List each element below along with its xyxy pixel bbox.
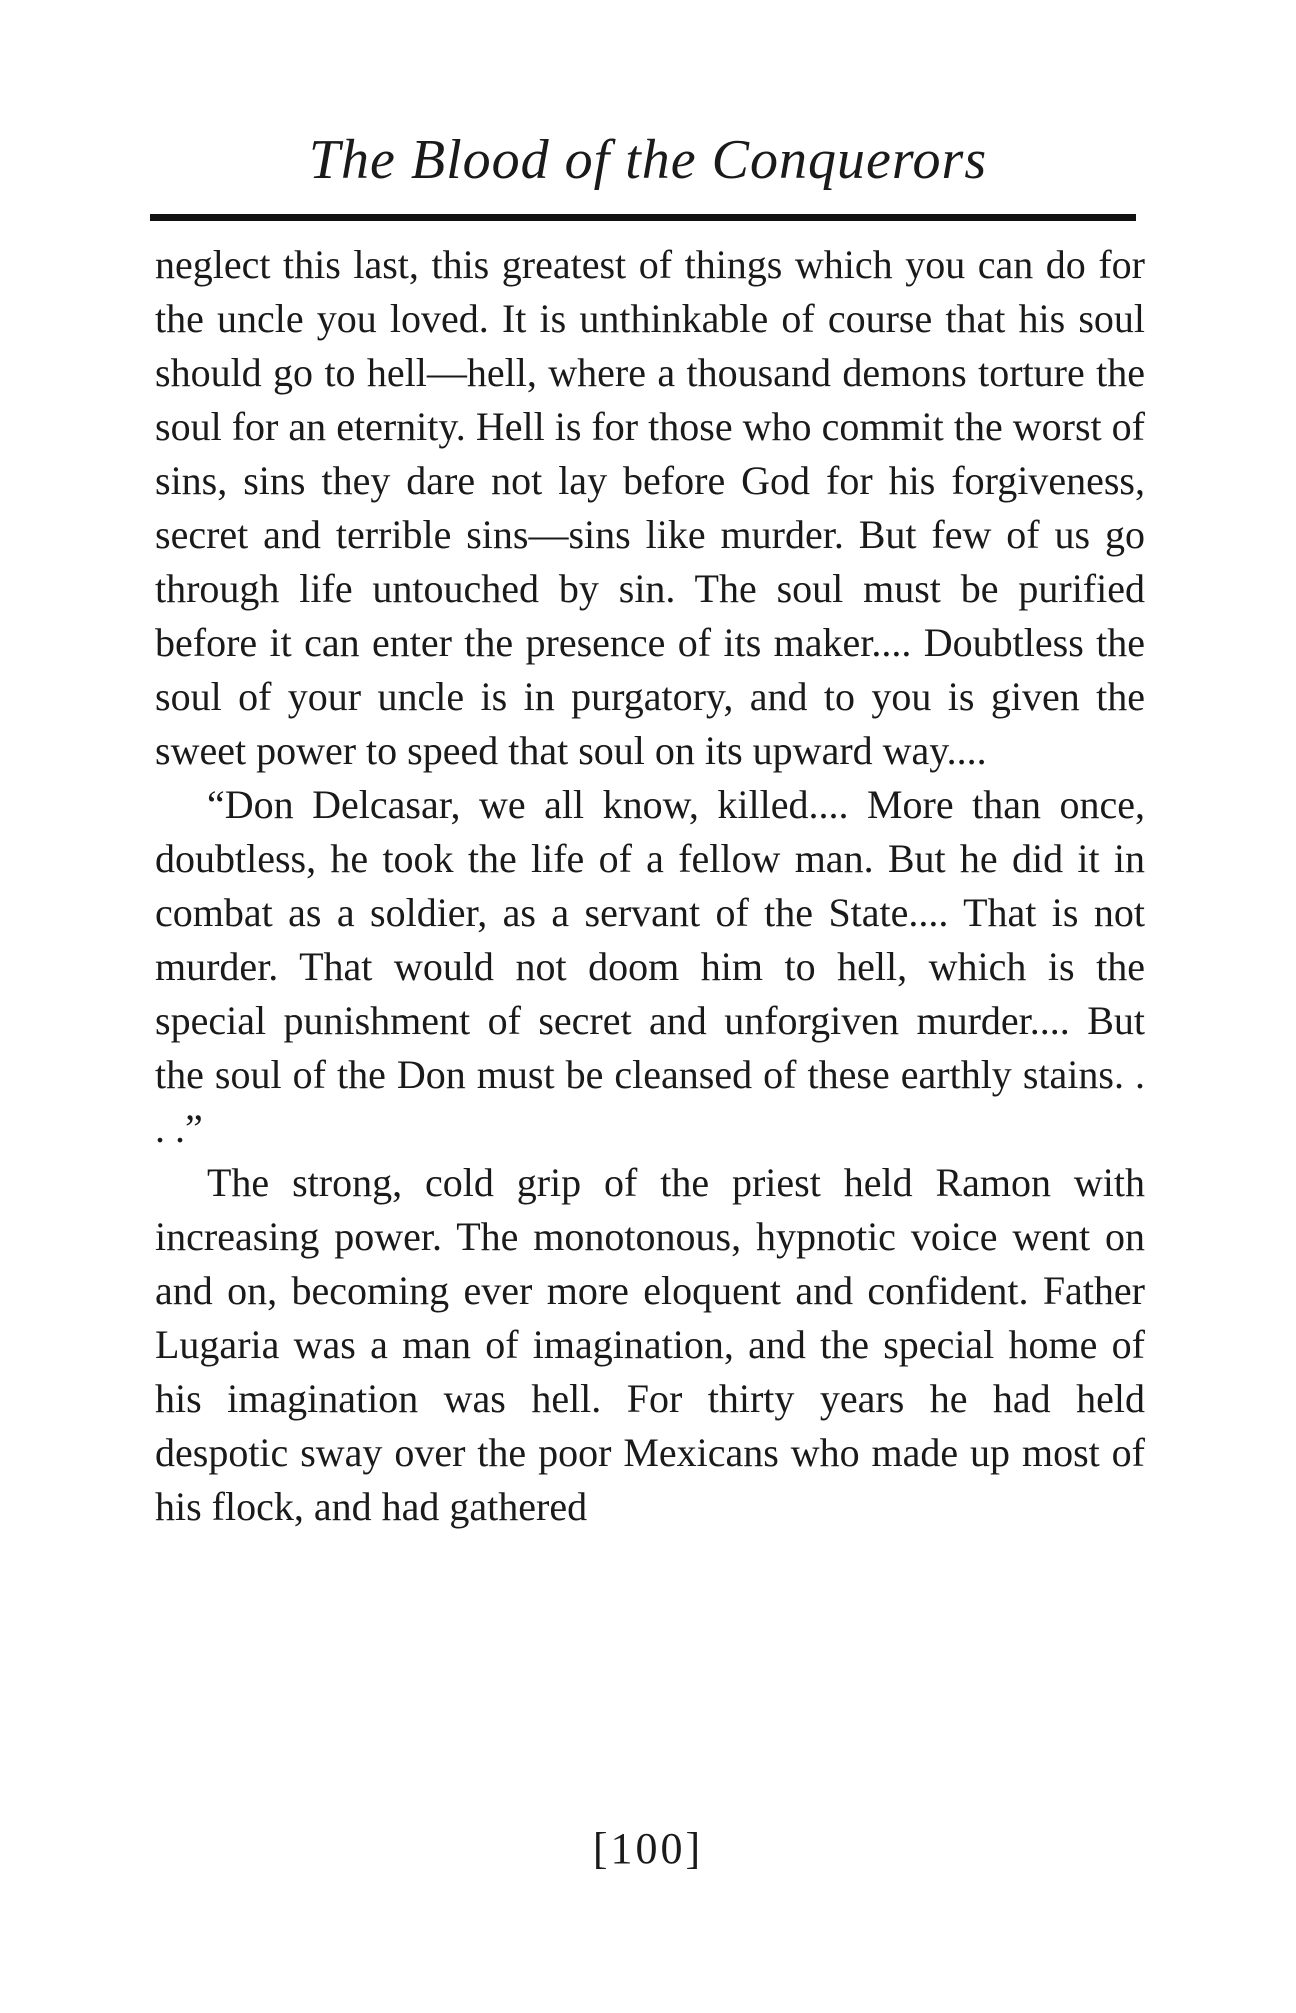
- header-rule: [150, 214, 1136, 221]
- body-text: [155, 238, 1145, 1534]
- paragraph-narrative: The strong, cold grip of the priest held Ramon with increasing power. The monotonous, hypnotic voice went on and on, becoming ever more eloquent and confident. Father Lugaria was a man of imagination, and the special home of his imagination was hell. For thirty years he had held despotic sway over the poor Mexicans who made up most of his flock, and had gathered: [155, 1160, 1145, 1529]
- paragraph-quote: “Don Delcasar, we all know, killed.... More than once, doubtless, he took the life of a fellow man. But he did it in combat as a soldier, as a servant of the State.... That is not murder. That would not doom him to hell, which is the special punishment of secret and unforgiven murder.... But the soul of the Don must be cleansed of these earthly stains. . . .”: [155, 782, 1145, 1151]
- paragraph-continued: neglect this last, this greatest of things which you can do for the uncle you loved. It is unthinkable of course that his soul should go to hell—hell, where a thousand demons torture the soul for an eternity. Hell is for those who commit the worst of sins, sins they dare not lay before God for his forgiveness, secret and terrible sins—sins like murder. But few of us go through life untouched by sin. The soul must be purified before it can enter the presence of its maker.... Doubtless the soul of your uncle is in purgatory, and to you is given the sweet power to speed that soul on its upward way....: [155, 242, 1145, 773]
- running-title: The Blood of the Conquerors: [308, 129, 988, 191]
- page-number: [100]: [592, 1824, 704, 1873]
